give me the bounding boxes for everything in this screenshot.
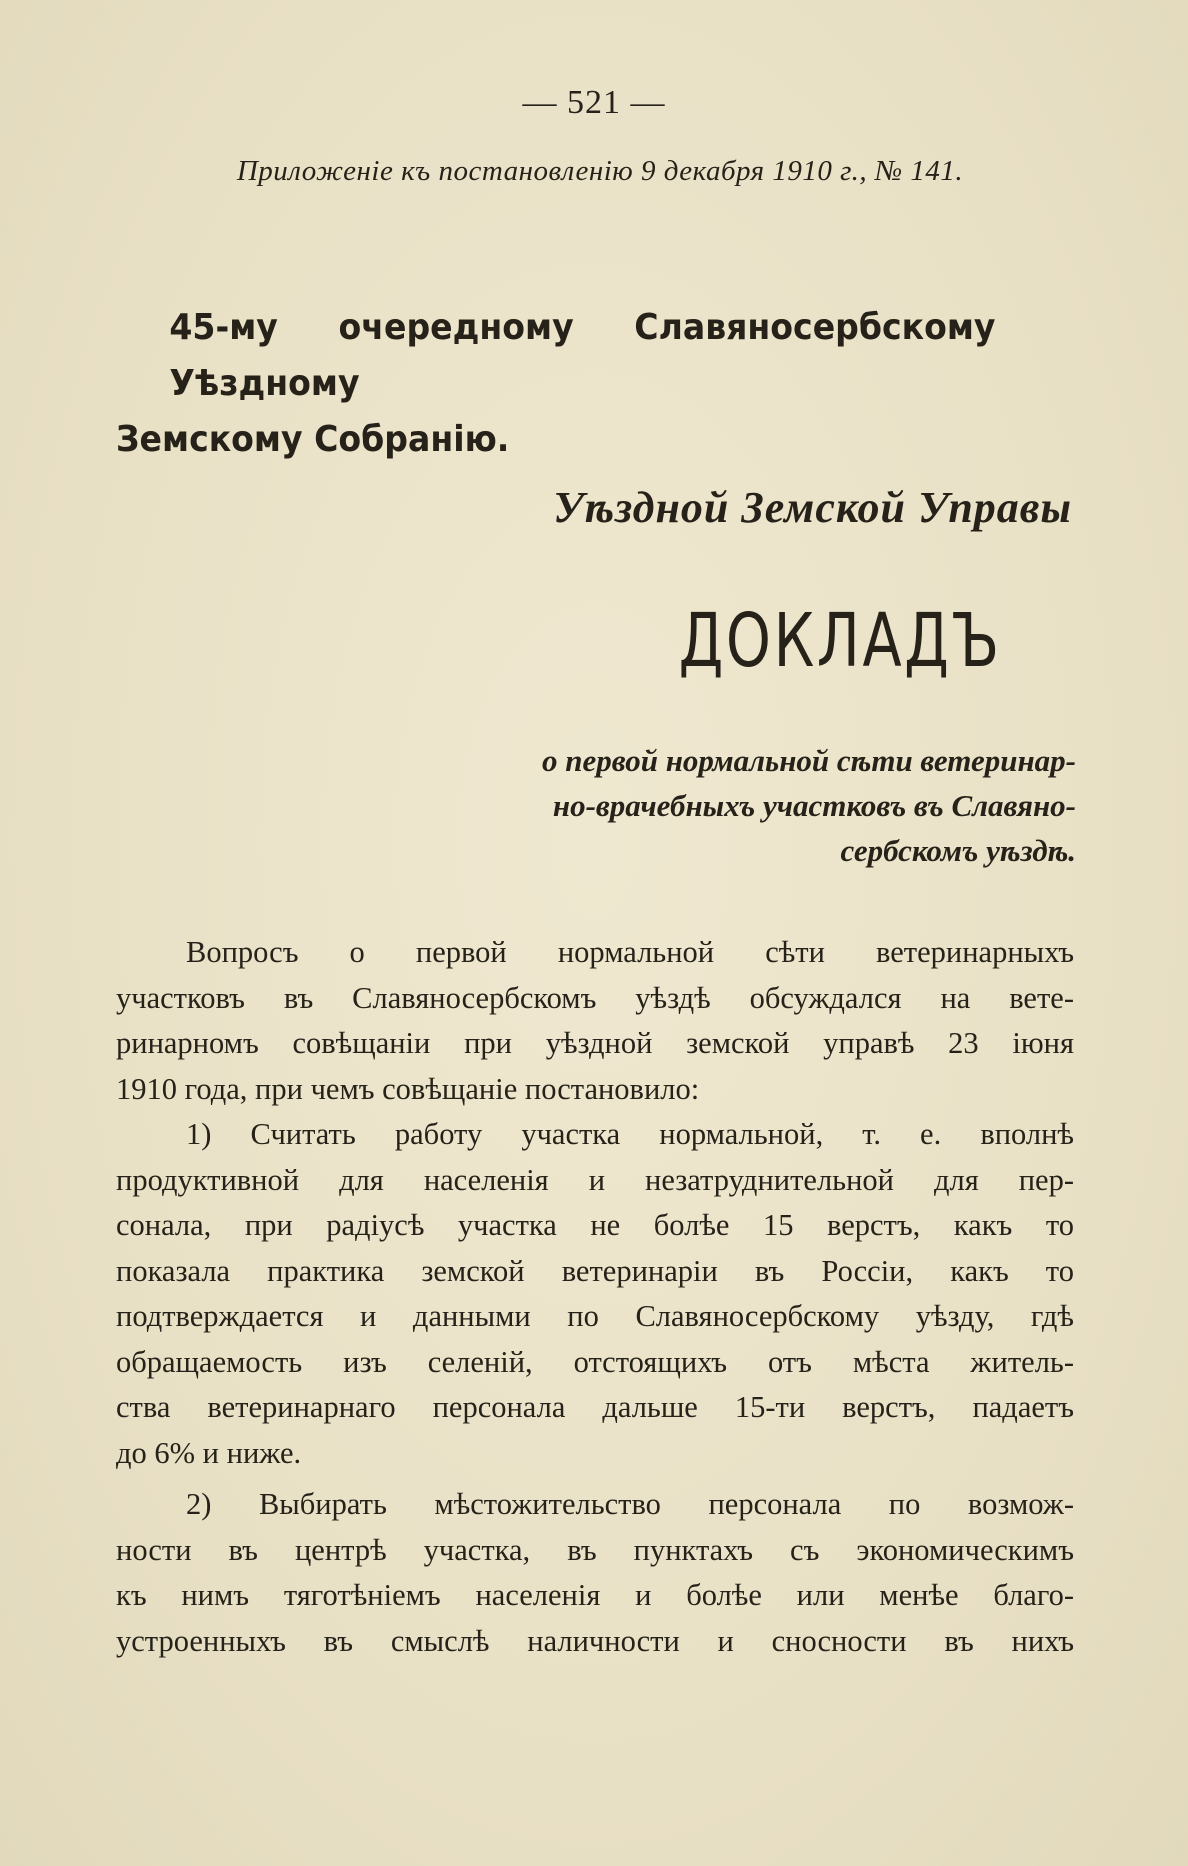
paragraph-intro	[116, 930, 1074, 1112]
addressee-heading	[116, 300, 996, 468]
text-line: продуктивной для населенія и незатруднительной для пер-	[116, 1162, 1074, 1197]
council-name: Уѣздной Земской Управы	[553, 483, 1072, 532]
text-line: ности въ центрѣ участка, въ пунктахъ съ экономическимъ	[116, 1532, 1074, 1567]
text-line: устроенныхъ въ смыслѣ наличности и сносности въ нихъ	[116, 1623, 1074, 1658]
text-line: ринарномъ совѣщаніи при уѣздной земской управѣ 23 іюня	[116, 1026, 1074, 1060]
document-title: ДОКЛАДЪ	[678, 598, 1002, 684]
appendix-note: Приложеніе къ постановленію 9 декабря 1910 г., № 141.	[236, 155, 964, 187]
subject-line-3: сербскомъ уѣздѣ.	[840, 833, 1076, 868]
addressee-line-1: 45-му очередному Славяносербскому Уѣздному	[169, 307, 996, 404]
text-line: 2) Выбирать мѣстожительство персонала по возмож-	[186, 1487, 1074, 1521]
text-line: обращаемость изъ селеній, отстоящихъ отъ мѣста житель-	[116, 1344, 1074, 1379]
body-text	[116, 930, 1074, 1664]
report-subject	[470, 738, 1076, 873]
text-line: показала практика земской ветеринаріи въ Россіи, какъ то	[116, 1253, 1074, 1288]
text-line: сонала, при радіусѣ участка не болѣе 15 верстъ, какъ то	[116, 1208, 1074, 1242]
text-line: 1) Считать работу участка нормальной, т. е. вполнѣ	[186, 1117, 1074, 1151]
page-number: — 521 —	[522, 84, 666, 121]
paragraph-point-2	[116, 1482, 1074, 1664]
text-line: подтверждается и данными по Славяносербскому уѣзду, гдѣ	[116, 1299, 1074, 1333]
text-line: ства ветеринарнаго персонала дальше 15-ти верстъ, падаетъ	[116, 1390, 1074, 1424]
text-line: Вопросъ о первой нормальной сѣти ветеринарныхъ	[186, 935, 1074, 969]
text-line: участковъ въ Славяносербскомъ уѣздѣ обсуждался на вете-	[116, 980, 1074, 1015]
text-line: до 6% и ниже.	[116, 1435, 302, 1470]
text-line: 1910 года, при чемъ совѣщаніе постановило:	[116, 1071, 700, 1106]
paragraph-point-1	[116, 1112, 1074, 1476]
text-line: къ нимъ тяготѣніемъ населенія и болѣе или менѣе благо-	[116, 1578, 1074, 1612]
subject-line-2: но-врачебныхъ участковъ въ Славяно-	[552, 788, 1076, 823]
subject-line-1: о первой нормальной сѣти ветеринар-	[542, 743, 1076, 778]
addressee-line-2: Земскому Собранію.	[116, 419, 510, 460]
